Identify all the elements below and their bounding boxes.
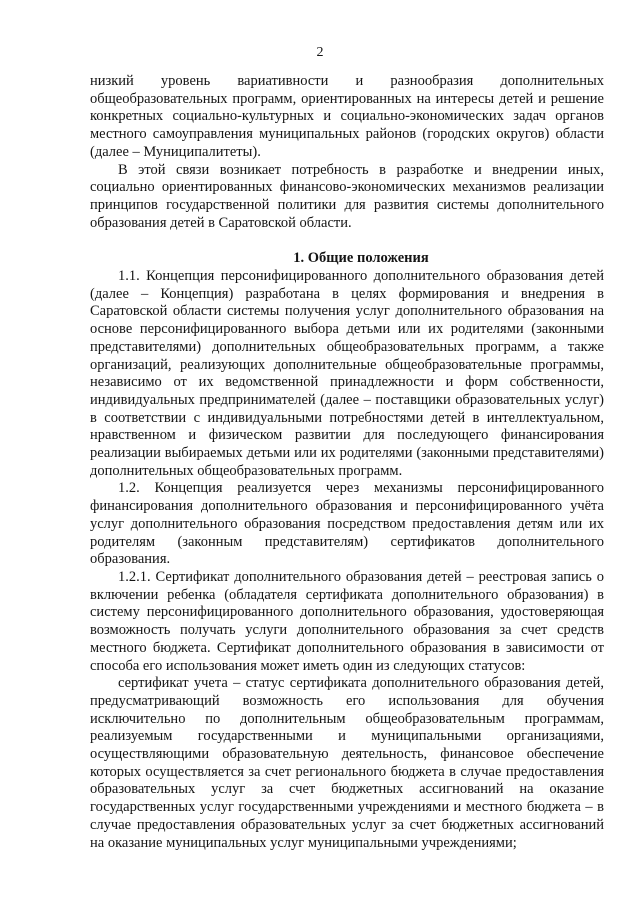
paragraph-continuation: низкий уровень вариативности и разнообразия дополнительных общеобразовательных программ, ориентированных на интересы детей и решение конкретных социально-культурных и социально-экономических задач органов местного самоуправления муниципальных районов (городских округов) области (далее – Муниципалитеты).: [90, 73, 604, 160]
section-heading: 1. Общие положения: [293, 250, 429, 267]
page-number: 2: [316, 45, 324, 60]
document-body: [90, 73, 604, 852]
paragraph-1-2: 1.2. Концепция реализуется через механизмы персонифицированного финансирования дополнительного образования и персонифицированного учёта услуг дополнительного образования посредством предоставления детям или их родителям (законным представителям) сертификатов дополнительного образования.: [90, 480, 604, 568]
paragraph-status: сертификат учета – статус сертификата дополнительного образования детей, предусматривающий возможность его использования для обучения исключительно по дополнительным общеобразовательным программам, реализуемым государственными и муниципальными организациями, осуществляющими образовательную деятельность, финансовое обеспечение которых осуществляется за счет регионального бюджета в случае предоставления образовательных услуг за счет бюджетных ассигнований на оказание государственных услуг государственными учреждениями и местного бюджета – в случае предоставления образовательных услуг за счет бюджетных ассигнований на оказание муниципальных услуг муниципальными учреждениями;: [90, 675, 604, 851]
paragraph-1-1: 1.1. Концепция персонифицированного дополнительного образования детей (далее – Концепция) разработана в целях формирования и внедрения в Саратовской области системы получения услуг дополнительного образования на основе персонифицированного выбора детьми или их родителями (законными представителями) дополнительных общеобразовательных программ, а также организаций, реализующих дополнительные общеобразовательные программы, независимо от их ведомственной принадлежности и форм собственности, индивидуальных предпринимателей (далее – поставщики образовательных услуг) в соответствии с индивидуальными потребностями детей в интеллектуальном, нравственном и физическом развитии для последующего финансирования реализации выбираемых детьми или их родителями (законными представителями) дополнительных общеобразовательных программ.: [90, 268, 604, 479]
paragraph-need: В этой связи возникает потребность в разработке и внедрении иных, социально ориентированных финансово-экономических механизмов реализации принципов государственной политики для развития системы дополнительного образования детей в Саратовской области.: [90, 161, 604, 231]
paragraph-1-2-1: 1.2.1. Сертификат дополнительного образования детей – реестровая запись о включении ребенка (обладателя сертификата дополнительного образования) в систему персонифицированного дополнительного образования, удостоверяющая возможность получать услуги дополнительного образования за счет средств местного бюджета. Сертификат дополнительного образования в зависимости от способа его использования может иметь один из следующих статусов:: [90, 568, 604, 674]
